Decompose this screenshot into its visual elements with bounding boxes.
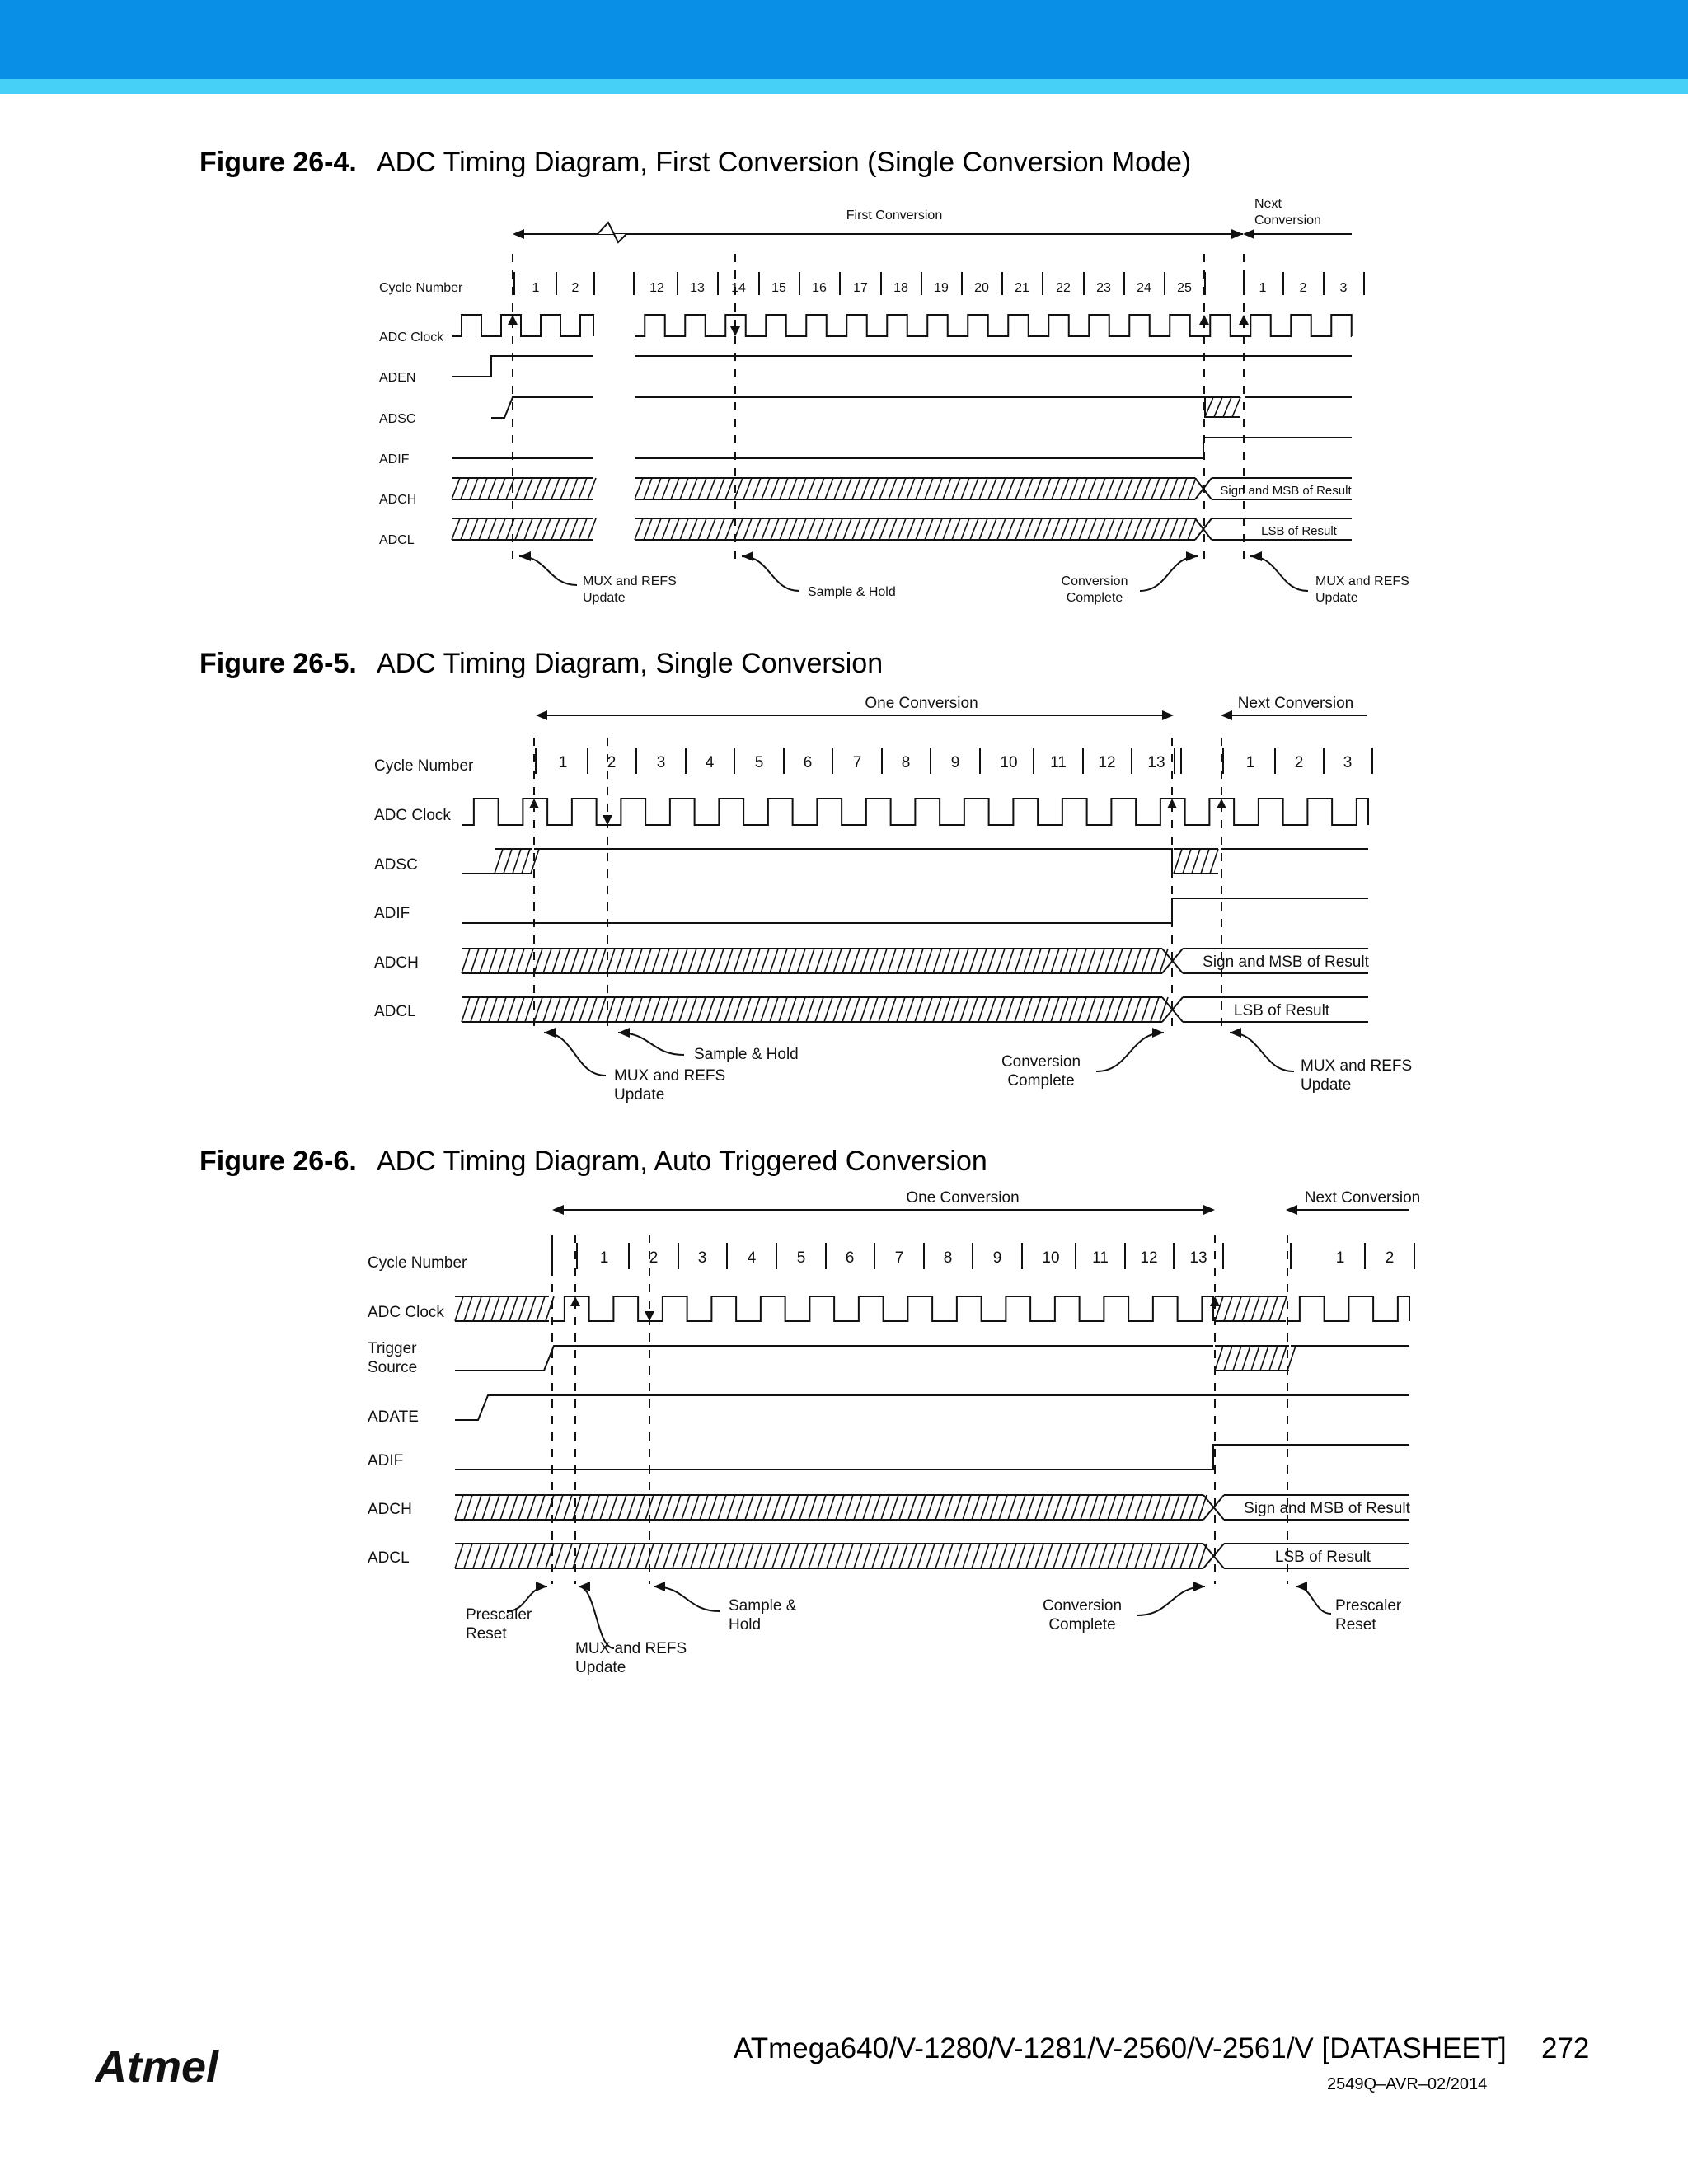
adcl-hatch xyxy=(455,1544,1207,1568)
next-arrow xyxy=(1286,1205,1297,1215)
cycle-number: 22 xyxy=(1056,281,1071,295)
annotation-sample-hold: Sample & Hold xyxy=(729,1597,797,1633)
annotation-arrow xyxy=(1096,1033,1164,1071)
signal-label-cycle-number: Cycle Number xyxy=(379,281,463,295)
cycle-number: 5 xyxy=(796,1249,806,1267)
annotation-sample-hold: Sample & Hold xyxy=(808,585,896,599)
annotation-conversion-complete: Conversion Complete xyxy=(1001,1053,1081,1090)
annotation-arrow-head xyxy=(618,1028,630,1038)
span-label: One Conversion xyxy=(865,695,978,712)
cycle-number: 2 xyxy=(1385,1249,1395,1267)
cycle-number: 2 xyxy=(1299,281,1307,295)
annotation-arrow xyxy=(544,1033,606,1076)
cycle-number: 3 xyxy=(1343,754,1353,771)
cycle-number: 18 xyxy=(893,281,908,295)
span-arrow-left xyxy=(536,710,547,720)
cycle-number: 9 xyxy=(992,1249,1002,1267)
trigger-source-wave xyxy=(455,1346,1213,1371)
adcl-hatch xyxy=(462,997,1168,1022)
figure-caption: ADC Timing Diagram, Auto Triggered Conversion xyxy=(377,1146,987,1177)
figure-number: Figure 26-6. xyxy=(199,1146,357,1177)
cycle-number: 25 xyxy=(1177,281,1192,295)
cycle-number: 14 xyxy=(731,281,746,295)
signal-label-adch: ADCH xyxy=(368,1501,412,1518)
cycle-number: 7 xyxy=(852,754,862,771)
signal-label-adch: ADCH xyxy=(374,954,419,972)
next-arrow xyxy=(1221,710,1232,720)
annotation-arrow-head xyxy=(1296,1582,1307,1591)
adch-hatch xyxy=(462,949,1168,973)
document-code: 2549Q–AVR–02/2014 xyxy=(1327,2075,1488,2093)
cycle-number: 4 xyxy=(747,1249,757,1267)
signal-label-cycle-number: Cycle Number xyxy=(374,757,474,775)
cycle-number: 5 xyxy=(754,754,764,771)
figure-caption: ADC Timing Diagram, Single Conversion xyxy=(377,648,884,679)
annotation-mux-refs: MUX and REFS Update xyxy=(583,574,677,605)
page-number: 272 xyxy=(1541,2032,1590,2064)
cycle-number: 1 xyxy=(1259,281,1267,295)
annotation-arrow xyxy=(1296,1586,1331,1614)
figure-caption: ADC Timing Diagram, First Conversion (Single Conversion Mode) xyxy=(377,147,1192,178)
next-label: Next Conversion xyxy=(1237,695,1354,712)
cycle-number: 7 xyxy=(894,1249,904,1267)
signal-label-adc-clock: ADC Clock xyxy=(379,330,444,344)
annotation-arrow xyxy=(1230,1033,1294,1071)
cycle-number: 15 xyxy=(771,281,786,295)
annotation-prescaler-reset-next: Prescaler Reset xyxy=(1335,1597,1402,1633)
adsc-hatch-b xyxy=(1174,849,1218,874)
adcl-hatch-a xyxy=(452,518,596,540)
aden-wave xyxy=(452,356,593,377)
signal-label-adc-clock: ADC Clock xyxy=(374,807,451,824)
signal-label-adc-clock: ADC Clock xyxy=(368,1304,444,1321)
adate-wave xyxy=(455,1395,1409,1420)
adsc-wave xyxy=(491,397,593,418)
annotation-arrow xyxy=(742,556,799,591)
annotation-arrow-head xyxy=(1250,551,1262,561)
annotation-mux-refs: MUX and REFS Update xyxy=(575,1640,687,1676)
span-arrow-left xyxy=(552,1205,564,1215)
signal-label-adsc: ADSC xyxy=(379,412,416,426)
signal-label-adsc: ADSC xyxy=(374,856,418,874)
adc-clock-hatch-b xyxy=(1215,1296,1287,1321)
annotation-prescaler-reset: Prescaler Reset xyxy=(466,1606,532,1643)
adch-hatch-a xyxy=(452,478,596,499)
figure-26-4-diagram xyxy=(0,190,1688,618)
cycle-number: 1 xyxy=(532,281,540,295)
figure-26-4-title xyxy=(199,147,1191,179)
footer-title: ATmega640/V-1280/V-1281/V-2560/V-2561/V [DATASHEET] xyxy=(734,2032,1507,2064)
span-arrow-right xyxy=(1162,710,1174,720)
cycle-number: 4 xyxy=(705,754,715,771)
annotation-arrow-head xyxy=(1193,1582,1205,1591)
logo-text: Atmel xyxy=(95,2042,219,2092)
signal-label-adcl: ADCL xyxy=(379,533,415,547)
cycle-number: 12 xyxy=(649,281,664,295)
cycle-number: 6 xyxy=(845,1249,855,1267)
annotation-mux-refs: MUX and REFS Update xyxy=(614,1067,726,1104)
cycle-number: 1 xyxy=(1335,1249,1345,1267)
signal-label-adcl: ADCL xyxy=(374,1003,416,1020)
cycle-number: 3 xyxy=(656,754,666,771)
adc-clock-wave-a xyxy=(452,315,593,336)
adch-result-label: Sign and MSB of Result xyxy=(1220,484,1352,498)
adc-clock-wave xyxy=(552,1296,1213,1321)
header-bar xyxy=(0,0,1688,79)
annotation-conversion-complete: Conversion Complete xyxy=(1042,1597,1123,1633)
adch-result-label: Sign and MSB of Result xyxy=(1203,954,1369,971)
cycle-number: 12 xyxy=(1140,1249,1158,1267)
cycle-number: 17 xyxy=(853,281,868,295)
cycle-number: 8 xyxy=(943,1249,953,1267)
span-arrow-right xyxy=(1203,1205,1215,1215)
cycle-number: 1 xyxy=(599,1249,609,1267)
adcl-result-label: LSB of Result xyxy=(1233,1002,1330,1019)
next-label: Next Conversion xyxy=(1254,197,1321,227)
figure-26-5-title xyxy=(199,648,883,680)
figure-26-6-title xyxy=(199,1146,987,1178)
cycle-number: 3 xyxy=(1339,281,1348,295)
annotation-arrow xyxy=(1140,556,1198,591)
cycle-number: 24 xyxy=(1137,281,1151,295)
cycle-number: 2 xyxy=(607,754,617,771)
signal-label-adcl: ADCL xyxy=(368,1549,410,1567)
signal-label-adif: ADIF xyxy=(374,905,410,922)
figure-number: Figure 26-4. xyxy=(199,147,357,178)
adif-wave xyxy=(455,1445,1409,1469)
cycle-number: 3 xyxy=(697,1249,707,1267)
adcl-result-label: LSB of Result xyxy=(1261,524,1337,538)
annotation-arrow xyxy=(519,556,577,585)
cycle-number: 2 xyxy=(649,1249,659,1267)
cycle-number: 23 xyxy=(1096,281,1111,295)
adif-wave xyxy=(462,898,1368,923)
annotation-conversion-complete: Conversion Complete xyxy=(1061,574,1128,605)
signal-label-adate: ADATE xyxy=(368,1408,419,1426)
annotation-arrow xyxy=(579,1586,614,1648)
cycle-number: 2 xyxy=(571,281,579,295)
cycle-number: 12 xyxy=(1098,754,1116,771)
annotation-arrow-head xyxy=(742,551,753,561)
annotation-sample-hold: Sample & Hold xyxy=(694,1046,799,1063)
adch-result-label: Sign and MSB of Result xyxy=(1244,1500,1410,1517)
header-strip xyxy=(0,79,1688,94)
atmel-logo xyxy=(95,2042,243,2092)
next-arrow xyxy=(1243,229,1254,239)
cycle-number: 6 xyxy=(803,754,813,771)
cycle-number: 11 xyxy=(1050,754,1067,771)
signal-label-adch: ADCH xyxy=(379,493,417,507)
cycle-number: 2 xyxy=(1294,754,1304,771)
cycle-number: 9 xyxy=(950,754,960,771)
annotation-mux-refs-next: MUX and REFS Update xyxy=(1301,1057,1413,1094)
signal-label-cycle-number: Cycle Number xyxy=(368,1254,467,1272)
adc-clock-hatch xyxy=(455,1296,554,1321)
span-label: One Conversion xyxy=(906,1189,1020,1207)
diagram-break-gap xyxy=(595,255,633,602)
cycle-number: 16 xyxy=(812,281,827,295)
figure-26-5-diagram xyxy=(0,688,1688,1117)
annotation-arrow-head xyxy=(519,551,531,561)
cycle-number: 8 xyxy=(901,754,911,771)
cycle-number: 13 xyxy=(690,281,705,295)
annotation-arrow-head xyxy=(654,1582,665,1591)
cycle-number: 13 xyxy=(1189,1249,1207,1267)
annotation-arrow-head xyxy=(536,1582,547,1591)
adc-clock-wave-b xyxy=(1287,1296,1409,1321)
span-arrow-left xyxy=(513,229,524,239)
annotation-arrow-head xyxy=(1186,551,1198,561)
span-break xyxy=(598,223,626,242)
cycle-number: 10 xyxy=(1000,754,1018,771)
annotation-arrow xyxy=(1250,556,1308,591)
figure-26-6-diagram xyxy=(0,1187,1688,1681)
annotation-arrow-head xyxy=(544,1028,556,1038)
adch-hatch-b xyxy=(635,478,1196,499)
adcl-hatch-b xyxy=(635,518,1196,540)
next-label: Next Conversion xyxy=(1304,1189,1421,1207)
trigger-source-hatch xyxy=(1215,1346,1296,1371)
adcl-result-label: LSB of Result xyxy=(1274,1549,1372,1566)
annotation-mux-refs-next: MUX and REFS Update xyxy=(1315,574,1409,605)
signal-label-trigger-source: Trigger Source xyxy=(368,1340,418,1376)
adsc-hatch xyxy=(495,849,539,874)
signal-label-aden: ADEN xyxy=(379,371,416,385)
adch-hatch xyxy=(455,1495,1207,1520)
annotation-arrow-head xyxy=(1152,1028,1164,1038)
cycle-number: 21 xyxy=(1015,281,1029,295)
span-label: First Conversion xyxy=(846,209,943,223)
cycle-number: 1 xyxy=(1245,754,1255,771)
cycle-number: 20 xyxy=(974,281,989,295)
cycle-number: 1 xyxy=(558,754,568,771)
adsc-wave-b xyxy=(534,849,1172,874)
signal-label-adif: ADIF xyxy=(368,1452,404,1469)
cycle-number: 10 xyxy=(1042,1249,1060,1267)
figure-number: Figure 26-5. xyxy=(199,648,357,679)
adc-clock-wave xyxy=(462,799,1368,825)
cycle-number: 11 xyxy=(1092,1249,1109,1267)
annotation-arrow-head xyxy=(1230,1028,1241,1038)
span-arrow-right xyxy=(1231,229,1243,239)
signal-label-adif: ADIF xyxy=(379,452,410,466)
cycle-number: 13 xyxy=(1147,754,1165,771)
adsc-hatch xyxy=(1205,397,1240,417)
cycle-number: 19 xyxy=(934,281,949,295)
